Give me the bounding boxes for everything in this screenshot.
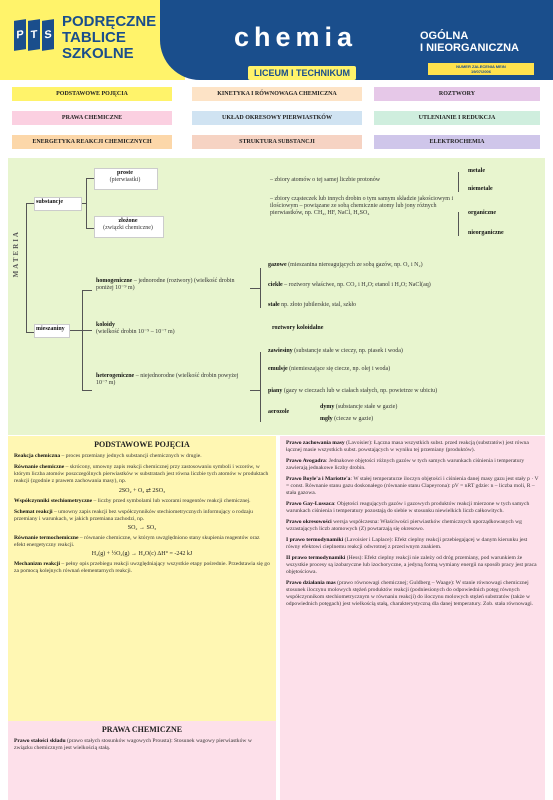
zlozone-desc: – zbiory cząsteczek lub innych drobin o tym samym składzie jakościowym i ilościowym – powiązane ze sobą chemicznie atomy lub jony różnych pierwiastków, np. CH₄, HF, NaCl, H₂SO₄ bbox=[270, 196, 454, 216]
niemetale-label: niemetale bbox=[468, 186, 493, 192]
tab-podstawowe-pojecia[interactable]: PODSTAWOWE POJĘCIA bbox=[12, 87, 172, 101]
connector-line bbox=[86, 228, 94, 229]
connector-line bbox=[260, 268, 261, 308]
tab-utlenianie[interactable]: UTLENIANIE I REDUKCJA bbox=[374, 111, 540, 125]
nieorganiczne-label: nieorganiczne bbox=[468, 230, 504, 236]
koloidy-label: koloidy (wielkość drobin 10⁻⁹ – 10⁻⁷ m) bbox=[96, 322, 175, 335]
connector-line bbox=[458, 212, 459, 236]
ciekle-row: ciekłe – roztwory właściwe, np. CO₂ i H₂O; etanol i H₂O; NaCl(aq) bbox=[268, 282, 431, 288]
connector-line bbox=[82, 330, 92, 331]
connector-line bbox=[250, 390, 260, 391]
law-paragraph: Prawo zachowania masy (Lavoisier): Łączna masa wszystkich subst. przed reakcją (substratów) jest równa łącznej masie wszystkich subst. powstających w wyniku tej przemiany (produktów). bbox=[286, 440, 529, 453]
definition-paragraph: Równanie termochemiczne – równanie chemiczne, w którym uwzględniono stany skupienia reagentów oraz efekt energetyczny reakcji. bbox=[14, 535, 260, 548]
formula: 2SO₂ + O₂ ⇄ 2SO₃ bbox=[118, 488, 166, 494]
tab-uklad-okresowy[interactable]: UKŁAD OKRESOWY PIERWIASTKÓW bbox=[192, 111, 362, 125]
connector-line bbox=[260, 352, 261, 422]
connector-line bbox=[82, 290, 92, 291]
law-paragraph: II prawo termodynamiki (Hess): Efekt cieplny reakcji nie zależy od dróg przemiany, pod warunkiem że wszystkie procesy są izobaryczne lub izochoryczne, a jedyną formą wymiany energii na sposób pracy jest praca objętościowa. bbox=[286, 555, 537, 575]
definition-paragraph: Mechanizm reakcji – pełny opis przebiegu reakcji uwzględniający wszystkie etapy pośrednie. Przedstawia się go za pomocą kolejnych równań elementarnych reakcji. bbox=[14, 561, 270, 574]
piany-row: piany (gazy w cieczach lub w ciałach stałych, np. powietrze w ubiciu) bbox=[268, 388, 438, 394]
definition-paragraph: Prawo stałości składu (prawo stałych stosunków wagowych Prousta): Stosunek wagowy pierwiastków w związku chemicznym jest wielkością stałą. bbox=[14, 738, 252, 751]
brand-name bbox=[62, 14, 156, 62]
homogeniczne-label: homogeniczne – jednorodne (roztwory) (wielkość drobin poniżej 10⁻⁹ m) bbox=[96, 278, 235, 291]
approval-number bbox=[428, 63, 534, 75]
tab-struktura[interactable]: STRUKTURA SUBSTANCJI bbox=[192, 135, 362, 149]
tab-kinetyka[interactable]: KINETYKA I RÓWNOWAGA CHEMICZNA bbox=[192, 87, 362, 101]
gazowe-row: gazowe (mieszanina niereagujących ze sobą gazów, np. O₂ i N₂) bbox=[268, 262, 423, 268]
dymy-row: dymy (substancje stałe w gazie) bbox=[320, 404, 398, 410]
formula: H₂(g) + ½O₂(g) → H₂O(c) ΔH° = -242 kJ bbox=[91, 551, 193, 557]
connector-line bbox=[26, 203, 27, 333]
substancje-label: substancje bbox=[36, 199, 64, 205]
metale-label: metale bbox=[468, 168, 485, 174]
proste-label: proste (pierwiastki) bbox=[109, 170, 141, 183]
definition-paragraph: Równanie chemiczne – skrócony, umowny zapis reakcji chemicznej przy zastosowaniu symboli i wzorów, w którym liczba atomów poszczególnych pierwiastków w substratach jest równa liczbie tych atomów w produktach reakcji (zgodnie z prawem zachowania masy), np. bbox=[14, 464, 269, 484]
logo-letter: P bbox=[14, 19, 26, 51]
organiczne-label: organiczne bbox=[468, 210, 496, 216]
connector-line bbox=[86, 178, 94, 179]
law-paragraph: Prawo Avogadra: Jednakowe objętości różnych gazów w tych samych warunkach ciśnienia i temperatury zawierają jednakowe liczby drobin. bbox=[286, 458, 525, 471]
connector-line bbox=[82, 290, 83, 390]
subtitle-line: I NIEORGANICZNA bbox=[420, 42, 519, 54]
zlozone-label: złożone (związki chemiczne) bbox=[103, 218, 153, 231]
connector-line bbox=[26, 203, 34, 204]
logo-letter: S bbox=[42, 19, 54, 51]
page-title: chemia bbox=[234, 22, 358, 52]
law-paragraph: Prawo okresowości wersja współczesna: Właściwości pierwiastków chemicznych uporządkowanych wg wzrastających liczb atomowych (Z) powtarzają się okresowo. bbox=[286, 519, 522, 532]
proste-desc: – zbiory atomów o tej samej liczbie protonów bbox=[270, 177, 381, 183]
law-paragraph: Prawo Boyle'a i Mariotte'a: W stałej temperaturze iloczyn objętości i ciśnienia danej masy gazu jest stały p · V = const. Równanie stanu gazu doskonałego (równanie stanu Clapeyrona): pV = nRT gdzie: n – liczba moli, R – stała gazowa. bbox=[286, 476, 539, 496]
side-label: MATERIA bbox=[12, 230, 20, 278]
tab-roztwory[interactable]: ROZTWORY bbox=[374, 87, 540, 101]
section-heading: PODSTAWOWE POJĘCIA bbox=[94, 440, 190, 449]
stale-row: stałe np. złoto jubilerskie, stal, szkło bbox=[268, 302, 356, 308]
logo-letter: T bbox=[28, 19, 40, 51]
definition-paragraph: Schemat reakcji – umowny zapis reakcji bez współczynników stechiometrycznych informujący o rodzaju przemiany i warunkach, w jakich przemiana zachodzi, np. bbox=[14, 509, 253, 522]
approval-line: NUMER ZALECENIA MEiN bbox=[456, 64, 506, 69]
mgly-row: mgły (ciecze w gazie) bbox=[320, 416, 374, 422]
tab-prawa-chemiczne[interactable]: PRAWA CHEMICZNE bbox=[12, 111, 172, 125]
brand-line: SZKOLNE bbox=[62, 45, 134, 62]
law-paragraph: I prawo termodynamiki (Lavoisier i Laplace): Efekt cieplny reakcji przebiegającej w danym kierunku jest równy efektowi cieplnemu reakcji odwrotnej z przeciwnym znakiem. bbox=[286, 537, 528, 550]
emulsje-row: emulsje (niemieszające się ciecze, np. olej i woda) bbox=[268, 366, 391, 372]
pts-logo bbox=[14, 20, 54, 50]
subtitle-line: OGÓLNA bbox=[420, 30, 469, 42]
definition-paragraph: Współczynniki stechiometryczne – liczby przed symbolami lub wzorami reagentów reakcji chemicznej. bbox=[14, 498, 251, 504]
zawiesiny-row: zawiesiny (substancje stałe w cieczy, np. piasek i woda) bbox=[268, 348, 403, 354]
aerozole-label: aerozole bbox=[268, 409, 290, 415]
connector-line bbox=[26, 332, 34, 333]
approval-line: 19/07/2006 bbox=[470, 69, 492, 74]
tab-elektrochemia[interactable]: ELEKTROCHEMIA bbox=[374, 135, 540, 149]
tab-energetyka[interactable]: ENERGETYKA REAKCJI CHEMICZNYCH bbox=[12, 135, 172, 149]
formula: SO₂ → SO₃ bbox=[127, 525, 157, 531]
roztwory-koloidalne-label: roztwory koloidalne bbox=[272, 325, 324, 331]
laws-list-panel bbox=[280, 436, 545, 800]
connector-line bbox=[250, 288, 260, 289]
brand-line: TABLICE bbox=[62, 29, 126, 46]
connector-line bbox=[68, 330, 83, 331]
section-heading: PRAWA CHEMICZNE bbox=[101, 725, 183, 734]
definition-paragraph: Reakcja chemiczna – proces przemiany jednych substancji chemicznych w drugie. bbox=[14, 453, 202, 459]
law-paragraph: Prawo Gay-Lussaca: Objętości reagujących gazów i gazowych produktów reakcji mierzone w tych samych warunkach ciśnienia i temperatury pozostają do siebie w stosunku niewielkich liczb całkowitych. bbox=[286, 501, 530, 514]
connector-line bbox=[458, 172, 459, 192]
subtitle bbox=[420, 30, 519, 54]
basic-concepts-panel bbox=[8, 436, 276, 721]
level-badge: LICEUM I TECHNIKUM bbox=[248, 66, 356, 80]
chemical-laws-panel bbox=[8, 721, 276, 800]
mieszaniny-label: mieszaniny bbox=[36, 326, 65, 332]
heterogeniczne-label: heterogeniczne – niejednorodne (wielkość drobin powyżej 10⁻⁷ m) bbox=[96, 373, 239, 386]
connector-line bbox=[82, 390, 92, 391]
brand-line: PODRĘCZNE bbox=[62, 13, 157, 30]
law-paragraph: Prawo działania mas (prawo równowagi chemicznej; Guldberg – Waage): W stanie równowagi chemicznej stosunek iloczynu molowych stężeń produktów reakcji (podniesionych do odpowiednich potęg równych współczynnikom stechiometrycznym w równaniu reakcji) do iloczynu molowych stężeń substratów (także w odpowiednich potęgach) jest wielkością stałą, charakterystyczną dla danej temperatury. Zob. stała równowagi. bbox=[286, 580, 534, 607]
